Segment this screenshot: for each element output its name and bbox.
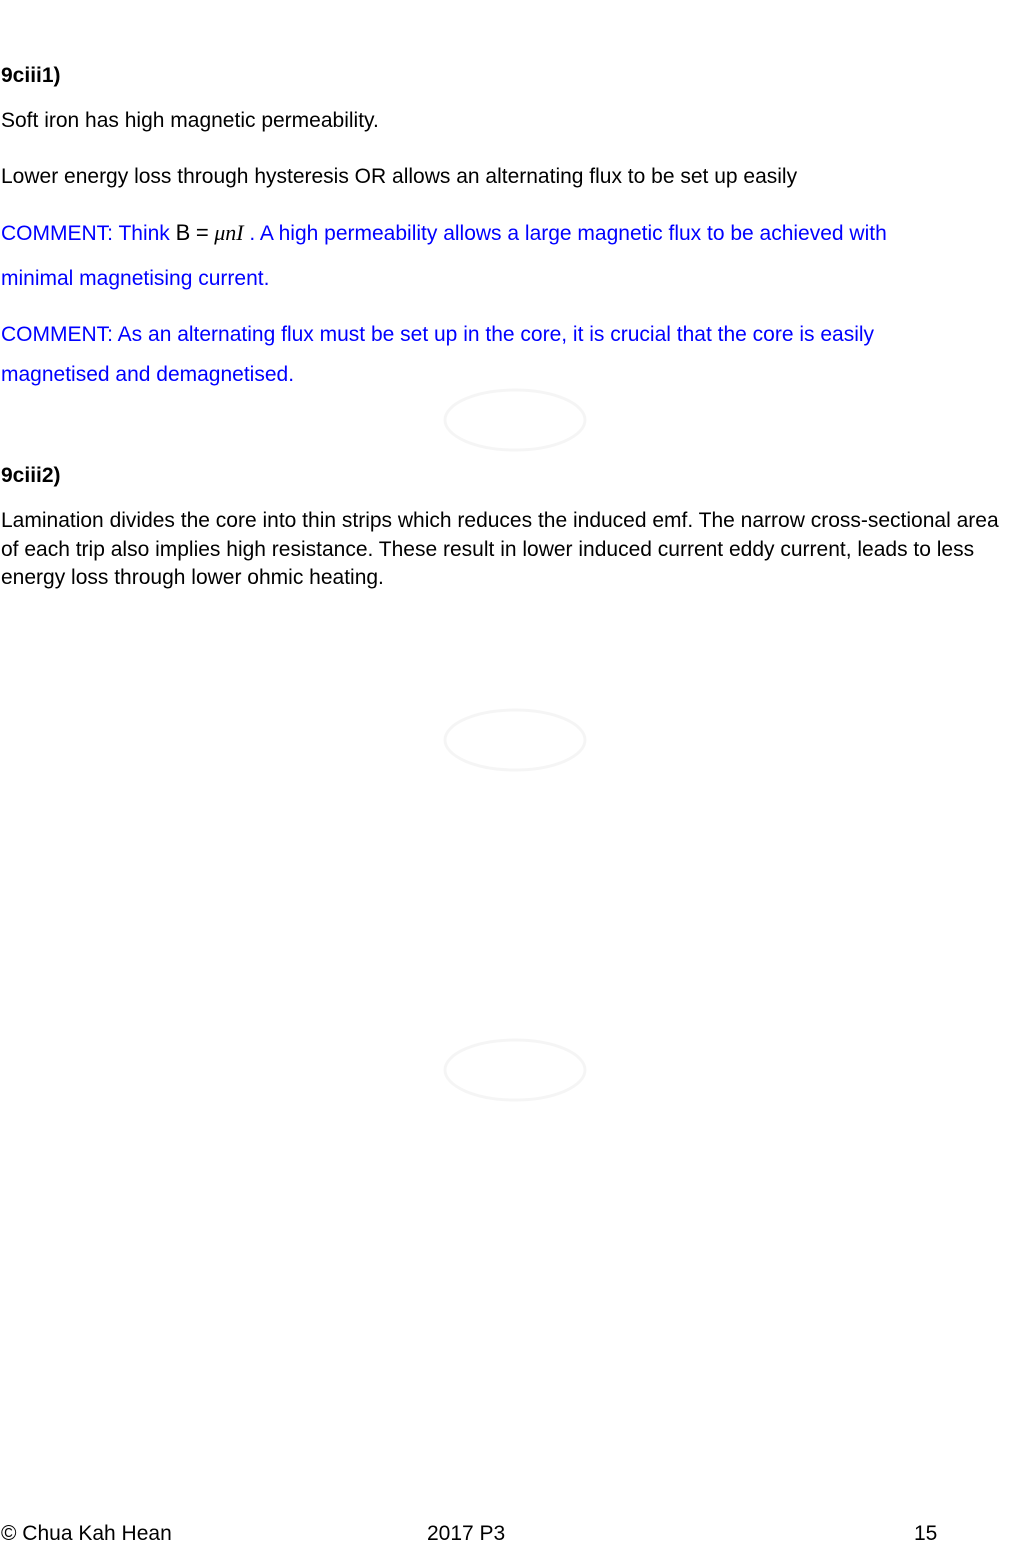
footer-paper: 2017 P3	[427, 1522, 506, 1545]
comment-formula-line	[1, 221, 887, 246]
formula-b: B	[175, 220, 191, 245]
answer-lamination: Lamination divides the core into thin strips which reduces the induced emf. The narrow cross-sectional area of each trip also implies high resistance. These result in lower induced current eddy current, leads to less energy loss through lower ohmic heating.	[1, 509, 999, 589]
footer-page-number: 15	[914, 1522, 938, 1545]
watermark-logo	[440, 385, 590, 455]
comment-rest: . A high permeability allows a large magnetic flux to be achieved with	[249, 222, 887, 245]
answer-line-permeability: Soft iron has high magnetic permeability.	[1, 109, 379, 132]
question-heading-9ciii2: 9ciii2)	[1, 464, 61, 487]
answer-line-energy-loss: Lower energy loss through hysteresis OR allows an alternating flux to be set up easily	[1, 165, 798, 188]
question-heading-9ciii1: 9ciii1)	[1, 64, 61, 87]
watermark-logo	[440, 1035, 590, 1105]
formula	[176, 220, 244, 245]
formula-equals: =	[195, 220, 209, 245]
formula-rhs: μnI	[214, 220, 244, 245]
watermark-logo	[440, 705, 590, 775]
comment-demagnetised: magnetised and demagnetised.	[1, 363, 295, 386]
comment-prefix: COMMENT: Think	[1, 222, 170, 245]
footer-author: © Chua Kah Hean	[1, 1522, 172, 1545]
comment-magnetising-current: minimal magnetising current.	[1, 267, 270, 290]
comment-alternating-flux: COMMENT: As an alternating flux must be set up in the core, it is crucial that the core is easily	[1, 323, 875, 346]
